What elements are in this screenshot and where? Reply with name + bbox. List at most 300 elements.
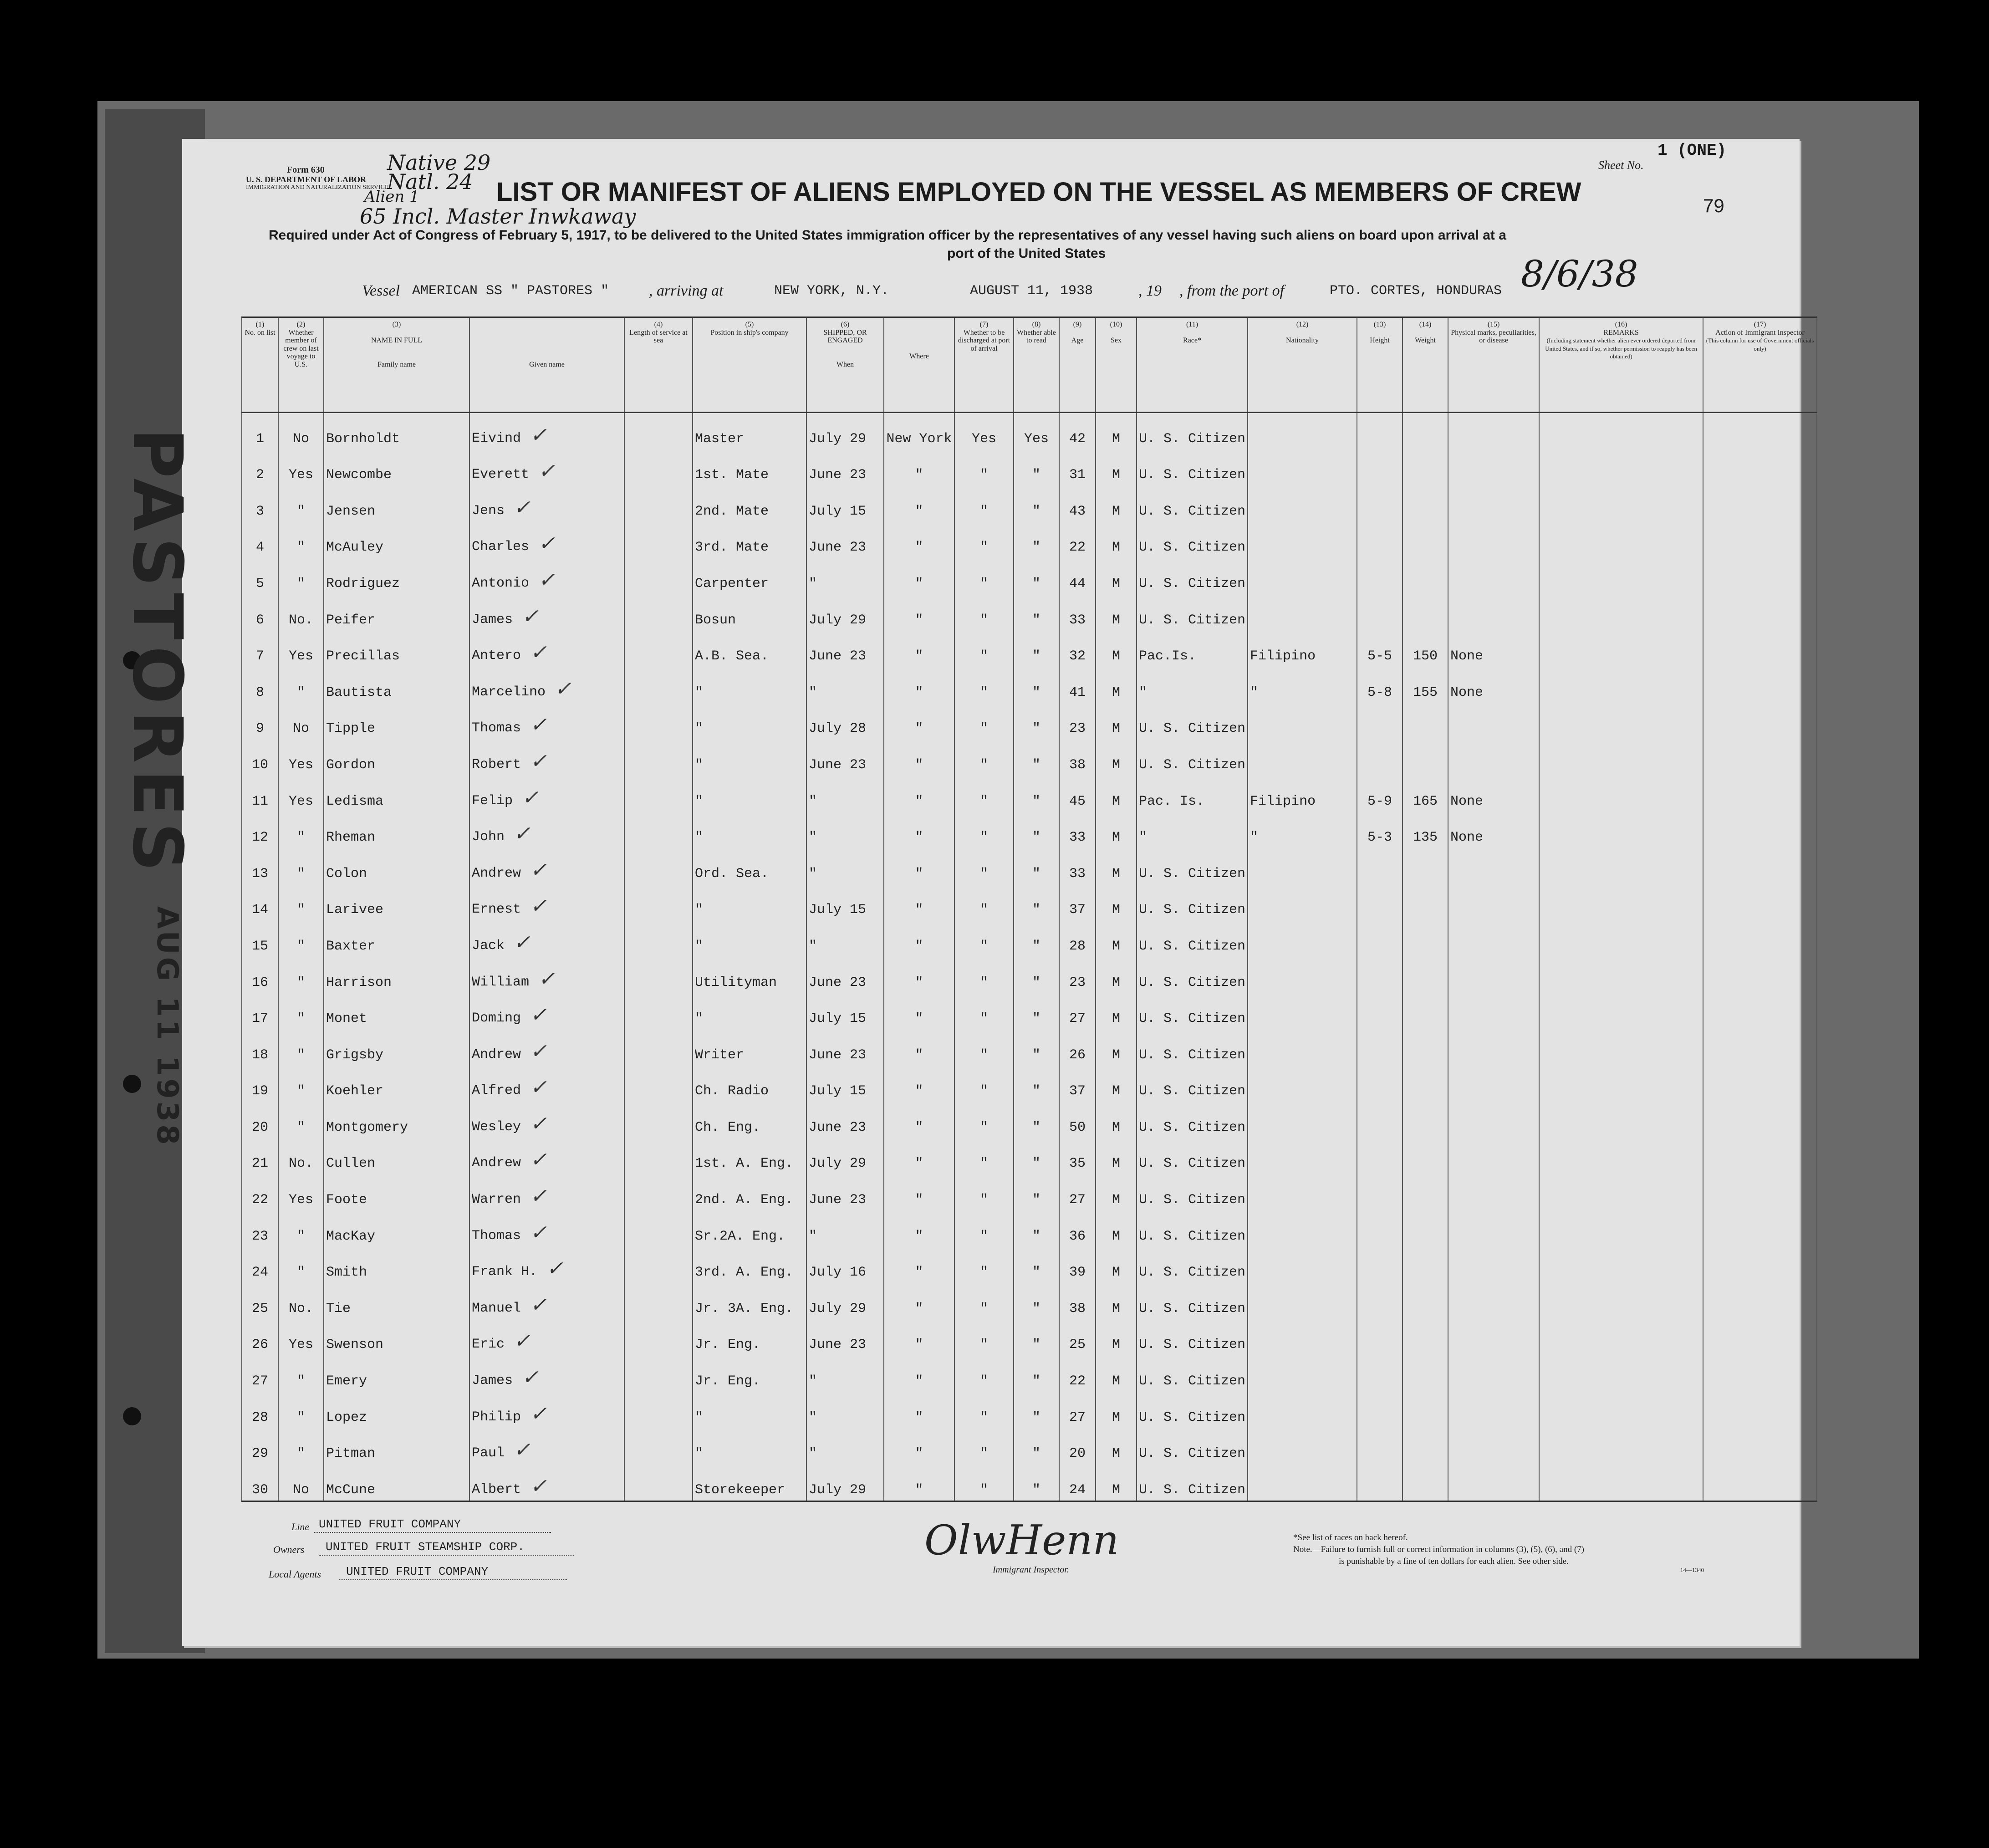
cell-able-to-read: " (1014, 485, 1059, 522)
cell-nationality: " (1248, 812, 1357, 848)
cell-row-number: 23 (242, 1210, 278, 1247)
vessel-label: Vessel (362, 282, 400, 299)
table-row (242, 485, 1817, 522)
cell-able-to-read: " (1014, 558, 1059, 594)
cell-row-number: 22 (242, 1174, 278, 1210)
table-row (242, 812, 1817, 848)
cell-length-of-service (624, 848, 693, 884)
cell-row-number: 16 (242, 957, 278, 993)
cell-race: U. S. Citizen (1137, 957, 1248, 993)
cell-sex: M (1096, 1066, 1137, 1102)
cell-height (1357, 1464, 1402, 1501)
cell-physical-marks (1448, 1247, 1539, 1283)
cell-given-name: Eric ✓ (469, 1319, 624, 1356)
cell-race: U. S. Citizen (1137, 848, 1248, 884)
check-mark-icon: ✓ (522, 786, 539, 809)
cell-age: 28 (1059, 920, 1096, 957)
cell-remarks (1539, 884, 1703, 921)
cell-shipped-where: " (884, 957, 954, 993)
cell-row-number: 21 (242, 1138, 278, 1174)
cell-previous-voyage: No (278, 1464, 324, 1501)
cell-nationality: Filipino (1248, 631, 1357, 667)
cell-able-to-read: " (1014, 703, 1059, 740)
cell-physical-marks (1448, 1066, 1539, 1102)
cell-length-of-service (624, 1428, 693, 1465)
cell-discharged: " (954, 667, 1014, 703)
cell-age: 41 (1059, 667, 1096, 703)
cell-previous-voyage: " (278, 1210, 324, 1247)
arriving-label: , arriving at (649, 282, 724, 299)
cell-length-of-service (624, 1392, 693, 1428)
cell-age: 36 (1059, 1210, 1096, 1247)
cell-height (1357, 1102, 1402, 1138)
cell-shipped-where: " (884, 776, 954, 812)
cell-inspector-action (1703, 776, 1817, 812)
cell-weight (1402, 594, 1448, 631)
table-row (242, 776, 1817, 812)
cell-discharged: " (954, 522, 1014, 558)
cell-inspector-action (1703, 449, 1817, 486)
cell-position: " (693, 776, 806, 812)
cell-position: 1st. A. Eng. (693, 1138, 806, 1174)
cell-shipped-when: June 23 (806, 631, 884, 667)
cell-position: Writer (693, 1029, 806, 1066)
cell-inspector-action (1703, 812, 1817, 848)
cell-height (1357, 1283, 1402, 1319)
cell-inspector-action (1703, 667, 1817, 703)
cell-previous-voyage: " (278, 1102, 324, 1138)
cell-height (1357, 1029, 1402, 1066)
crew-manifest-table (241, 317, 1817, 1502)
col-header-remarks: (16) REMARKS (Including statement whether alien ever ordered deported from United States, and if so, whether permission to reapply has been obtained) (1539, 317, 1703, 413)
cell-nationality (1248, 1138, 1357, 1174)
cell-discharged: " (954, 1428, 1014, 1465)
cell-position: Carpenter (693, 558, 806, 594)
cell-family-name: Precillas (324, 631, 469, 667)
cell-given-name: Robert ✓ (469, 739, 624, 776)
cell-shipped-where: " (884, 703, 954, 740)
table-row (242, 1066, 1817, 1102)
cell-physical-marks (1448, 1210, 1539, 1247)
cell-previous-voyage: " (278, 1428, 324, 1465)
col-header-shipped-when: (6) SHIPPED, OR ENGAGED When (806, 317, 884, 413)
cell-shipped-where: New York (884, 413, 954, 449)
table-row (242, 1029, 1817, 1066)
check-mark-icon: ✓ (546, 1257, 563, 1281)
cell-remarks (1539, 594, 1703, 631)
cell-given-name: Thomas ✓ (469, 1210, 624, 1247)
check-mark-icon: ✓ (530, 1293, 547, 1317)
cell-race: U. S. Citizen (1137, 1355, 1248, 1392)
cell-position: " (693, 812, 806, 848)
col-header-number: (1) No. on list (242, 317, 278, 413)
cell-shipped-when: July 15 (806, 1066, 884, 1102)
cell-race: U. S. Citizen (1137, 1319, 1248, 1356)
cell-length-of-service (624, 920, 693, 957)
cell-row-number: 3 (242, 485, 278, 522)
cell-physical-marks (1448, 1029, 1539, 1066)
cell-shipped-where: " (884, 449, 954, 486)
inspector-signature: OlwHenn (924, 1516, 1119, 1564)
cell-family-name: Rodriguez (324, 558, 469, 594)
stamp-vessel-name: PASTORES (117, 428, 197, 878)
cell-shipped-where: " (884, 884, 954, 921)
agents-underline (339, 1579, 567, 1580)
cell-given-name: James ✓ (469, 594, 624, 631)
cell-inspector-action (1703, 1319, 1817, 1356)
cell-position: " (693, 884, 806, 921)
cell-weight (1402, 485, 1448, 522)
cell-discharged: " (954, 776, 1014, 812)
cell-row-number: 2 (242, 449, 278, 486)
cell-physical-marks (1448, 485, 1539, 522)
check-mark-icon: ✓ (530, 1076, 547, 1099)
cell-discharged: " (954, 1392, 1014, 1428)
cell-sex: M (1096, 1355, 1137, 1392)
cell-family-name: Montgomery (324, 1102, 469, 1138)
cell-sex: M (1096, 1283, 1137, 1319)
cell-remarks (1539, 485, 1703, 522)
cell-previous-voyage: No (278, 413, 324, 449)
check-mark-icon: ✓ (522, 604, 539, 628)
cell-row-number: 30 (242, 1464, 278, 1501)
cell-inspector-action (1703, 1355, 1817, 1392)
cell-discharged: " (954, 920, 1014, 957)
cell-position: Bosun (693, 594, 806, 631)
cell-length-of-service (624, 1029, 693, 1066)
cell-discharged: " (954, 1355, 1014, 1392)
cell-shipped-where: " (884, 1174, 954, 1210)
cell-sex: M (1096, 449, 1137, 486)
cell-nationality (1248, 1428, 1357, 1465)
cell-remarks (1539, 957, 1703, 993)
cell-race: U. S. Citizen (1137, 485, 1248, 522)
cell-race: U. S. Citizen (1137, 1392, 1248, 1428)
cell-remarks (1539, 1392, 1703, 1428)
cell-shipped-when: July 16 (806, 1247, 884, 1283)
cell-discharged: " (954, 703, 1014, 740)
penalty-note-2: is punishable by a fine of ten dollars for each alien. See other side. (1339, 1557, 1569, 1566)
cell-row-number: 5 (242, 558, 278, 594)
cell-height: 5-3 (1357, 812, 1402, 848)
cell-weight (1402, 413, 1448, 449)
cell-race: U. S. Citizen (1137, 558, 1248, 594)
cell-row-number: 10 (242, 739, 278, 776)
cell-shipped-where: " (884, 558, 954, 594)
cell-length-of-service (624, 413, 693, 449)
check-mark-icon: ✓ (538, 459, 555, 483)
cell-position: " (693, 667, 806, 703)
cell-inspector-action (1703, 558, 1817, 594)
cell-remarks (1539, 1210, 1703, 1247)
cell-shipped-where: " (884, 1319, 954, 1356)
cell-inspector-action (1703, 1138, 1817, 1174)
cell-previous-voyage: No. (278, 1138, 324, 1174)
cell-age: 23 (1059, 957, 1096, 993)
cell-height (1357, 1210, 1402, 1247)
cell-race: U. S. Citizen (1137, 1283, 1248, 1319)
cell-length-of-service (624, 522, 693, 558)
table-row (242, 920, 1817, 957)
cell-shipped-when: June 23 (806, 957, 884, 993)
cell-height (1357, 920, 1402, 957)
col-header-position: (5) Position in ship's company (693, 317, 806, 413)
cell-weight (1402, 703, 1448, 740)
col-header-inspector-action: (17) Action of Immigrant Inspector (This column for use of Government officials only) (1703, 317, 1817, 413)
cell-length-of-service (624, 776, 693, 812)
check-mark-icon: ✓ (514, 822, 530, 846)
cell-shipped-where: " (884, 1066, 954, 1102)
cell-age: 23 (1059, 703, 1096, 740)
cell-previous-voyage: " (278, 558, 324, 594)
cell-shipped-where: " (884, 594, 954, 631)
cell-length-of-service (624, 812, 693, 848)
cell-length-of-service (624, 594, 693, 631)
cell-position: Jr. Eng. (693, 1319, 806, 1356)
cell-able-to-read: " (1014, 631, 1059, 667)
cell-weight (1402, 957, 1448, 993)
cell-shipped-where: " (884, 1029, 954, 1066)
vessel-name: AMERICAN SS " PASTORES " (412, 283, 609, 299)
cell-given-name: Eivind ✓ (469, 413, 624, 449)
cell-given-name: Wesley ✓ (469, 1102, 624, 1138)
cell-able-to-read: " (1014, 1355, 1059, 1392)
cell-nationality (1248, 1174, 1357, 1210)
cell-position: 1st. Mate (693, 449, 806, 486)
cell-position: " (693, 739, 806, 776)
cell-previous-voyage: " (278, 1029, 324, 1066)
cell-physical-marks (1448, 1138, 1539, 1174)
cell-given-name: Warren ✓ (469, 1174, 624, 1210)
sheet-label: Sheet No. (1598, 158, 1644, 172)
cell-remarks (1539, 1029, 1703, 1066)
cell-age: 37 (1059, 884, 1096, 921)
cell-discharged: " (954, 884, 1014, 921)
table-row (242, 594, 1817, 631)
page-number: 79 (1703, 195, 1724, 216)
cell-family-name: Baxter (324, 920, 469, 957)
cell-height (1357, 594, 1402, 631)
cell-inspector-action (1703, 594, 1817, 631)
cell-weight (1402, 1029, 1448, 1066)
cell-physical-marks (1448, 1174, 1539, 1210)
cell-length-of-service (624, 1066, 693, 1102)
cell-shipped-where: " (884, 1464, 954, 1501)
cell-nationality (1248, 1210, 1357, 1247)
cell-previous-voyage: " (278, 1355, 324, 1392)
cell-remarks (1539, 776, 1703, 812)
cell-row-number: 9 (242, 703, 278, 740)
cell-length-of-service (624, 1102, 693, 1138)
cell-previous-voyage: " (278, 522, 324, 558)
cell-family-name: McAuley (324, 522, 469, 558)
cell-age: 27 (1059, 1174, 1096, 1210)
cell-age: 38 (1059, 1283, 1096, 1319)
cell-discharged: " (954, 812, 1014, 848)
cell-row-number: 14 (242, 884, 278, 921)
cell-shipped-when: " (806, 558, 884, 594)
cell-weight (1402, 1428, 1448, 1465)
cell-race: U. S. Citizen (1137, 920, 1248, 957)
cell-shipped-where: " (884, 1392, 954, 1428)
table-row (242, 449, 1817, 486)
cell-sex: M (1096, 1428, 1137, 1465)
department-name: U. S. DEPARTMENT OF LABOR (246, 175, 367, 184)
cell-length-of-service (624, 703, 693, 740)
cell-weight (1402, 558, 1448, 594)
cell-nationality (1248, 739, 1357, 776)
cell-sex: M (1096, 1210, 1137, 1247)
cell-sex: M (1096, 1174, 1137, 1210)
cell-age: 33 (1059, 848, 1096, 884)
cell-able-to-read: " (1014, 1066, 1059, 1102)
cell-shipped-where: " (884, 1283, 954, 1319)
cell-inspector-action (1703, 848, 1817, 884)
cell-age: 26 (1059, 1029, 1096, 1066)
check-mark-icon: ✓ (530, 858, 547, 882)
cell-race: U. S. Citizen (1137, 413, 1248, 449)
cell-age: 33 (1059, 812, 1096, 848)
cell-height (1357, 413, 1402, 449)
cell-remarks (1539, 1464, 1703, 1501)
cell-length-of-service (624, 1464, 693, 1501)
cell-nationality (1248, 1102, 1357, 1138)
cell-shipped-where: " (884, 848, 954, 884)
cell-physical-marks (1448, 413, 1539, 449)
cell-shipped-when: " (806, 1210, 884, 1247)
cell-physical-marks (1448, 1392, 1539, 1428)
cell-able-to-read: " (1014, 993, 1059, 1030)
cell-given-name: Paul ✓ (469, 1428, 624, 1465)
cell-inspector-action (1703, 739, 1817, 776)
cell-inspector-action (1703, 957, 1817, 993)
cell-age: 39 (1059, 1247, 1096, 1283)
cell-shipped-when: " (806, 920, 884, 957)
check-mark-icon: ✓ (522, 1366, 539, 1389)
cell-previous-voyage: Yes (278, 1174, 324, 1210)
cell-age: 31 (1059, 449, 1096, 486)
cell-age: 42 (1059, 413, 1096, 449)
cell-row-number: 26 (242, 1319, 278, 1356)
table-row (242, 522, 1817, 558)
cell-race: U. S. Citizen (1137, 1174, 1248, 1210)
cell-sex: M (1096, 522, 1137, 558)
cell-position: Jr. 3A. Eng. (693, 1283, 806, 1319)
cell-height (1357, 993, 1402, 1030)
line-label: Line (291, 1521, 310, 1532)
cell-discharged: " (954, 1247, 1014, 1283)
cell-discharged: " (954, 1066, 1014, 1102)
handwritten-note: Natl. 24 (387, 169, 473, 194)
table-row (242, 957, 1817, 993)
cell-discharged: Yes (954, 413, 1014, 449)
cell-row-number: 28 (242, 1392, 278, 1428)
penalty-note-1: Note.—Failure to furnish full or correct information in columns (3), (5), (6), and (7) (1293, 1545, 1584, 1554)
cell-row-number: 8 (242, 667, 278, 703)
cell-discharged: " (954, 558, 1014, 594)
cell-row-number: 20 (242, 1102, 278, 1138)
cell-age: 38 (1059, 739, 1096, 776)
cell-race: " (1137, 667, 1248, 703)
check-mark-icon: ✓ (530, 423, 547, 447)
cell-able-to-read: " (1014, 848, 1059, 884)
cell-able-to-read: " (1014, 1210, 1059, 1247)
cell-position: 2nd. Mate (693, 485, 806, 522)
cell-age: 27 (1059, 993, 1096, 1030)
table-row (242, 884, 1817, 921)
cell-shipped-when: " (806, 1392, 884, 1428)
cell-given-name: Jens ✓ (469, 485, 624, 522)
cell-age: 27 (1059, 1392, 1096, 1428)
cell-discharged: " (954, 594, 1014, 631)
punch-hole (123, 1075, 141, 1093)
cell-row-number: 6 (242, 594, 278, 631)
cell-row-number: 15 (242, 920, 278, 957)
cell-given-name: Jack ✓ (469, 920, 624, 957)
cell-family-name: Bautista (324, 667, 469, 703)
cell-physical-marks (1448, 558, 1539, 594)
cell-shipped-where: " (884, 993, 954, 1030)
cell-family-name: Ledisma (324, 776, 469, 812)
cell-height (1357, 558, 1402, 594)
cell-shipped-where: " (884, 920, 954, 957)
cell-sex: M (1096, 993, 1137, 1030)
col-header-race: (11) Race* (1137, 317, 1248, 413)
cell-race: U. S. Citizen (1137, 1138, 1248, 1174)
cell-shipped-when: June 23 (806, 522, 884, 558)
cell-inspector-action (1703, 631, 1817, 667)
table-row (242, 1355, 1817, 1392)
cell-position: Master (693, 413, 806, 449)
cell-family-name: Monet (324, 993, 469, 1030)
cell-previous-voyage: Yes (278, 739, 324, 776)
cell-weight (1402, 1210, 1448, 1247)
cell-given-name: Felip ✓ (469, 776, 624, 812)
cell-weight (1402, 1174, 1448, 1210)
cell-family-name: Colon (324, 848, 469, 884)
cell-sex: M (1096, 631, 1137, 667)
cell-sex: M (1096, 485, 1137, 522)
cell-previous-voyage: " (278, 1066, 324, 1102)
cell-weight: 165 (1402, 776, 1448, 812)
cell-able-to-read: " (1014, 594, 1059, 631)
cell-family-name: Gordon (324, 739, 469, 776)
cell-physical-marks: None (1448, 776, 1539, 812)
cell-family-name: Smith (324, 1247, 469, 1283)
check-mark-icon: ✓ (530, 749, 547, 773)
cell-shipped-where: " (884, 631, 954, 667)
cell-height (1357, 485, 1402, 522)
cell-physical-marks: None (1448, 667, 1539, 703)
cell-race: Pac.Is. (1137, 631, 1248, 667)
cell-shipped-when: June 23 (806, 1174, 884, 1210)
col-header-given-name: Given name (469, 317, 624, 413)
cell-physical-marks (1448, 884, 1539, 921)
cell-shipped-where: " (884, 1102, 954, 1138)
cell-nationality (1248, 522, 1357, 558)
cell-weight (1402, 1247, 1448, 1283)
cell-nationality (1248, 957, 1357, 993)
cell-family-name: Pitman (324, 1428, 469, 1465)
cell-position: " (693, 703, 806, 740)
cell-family-name: Harrison (324, 957, 469, 993)
cell-height (1357, 1392, 1402, 1428)
table-row (242, 703, 1817, 740)
cell-height: 5-5 (1357, 631, 1402, 667)
cell-remarks (1539, 848, 1703, 884)
cell-weight (1402, 1355, 1448, 1392)
cell-remarks (1539, 1102, 1703, 1138)
